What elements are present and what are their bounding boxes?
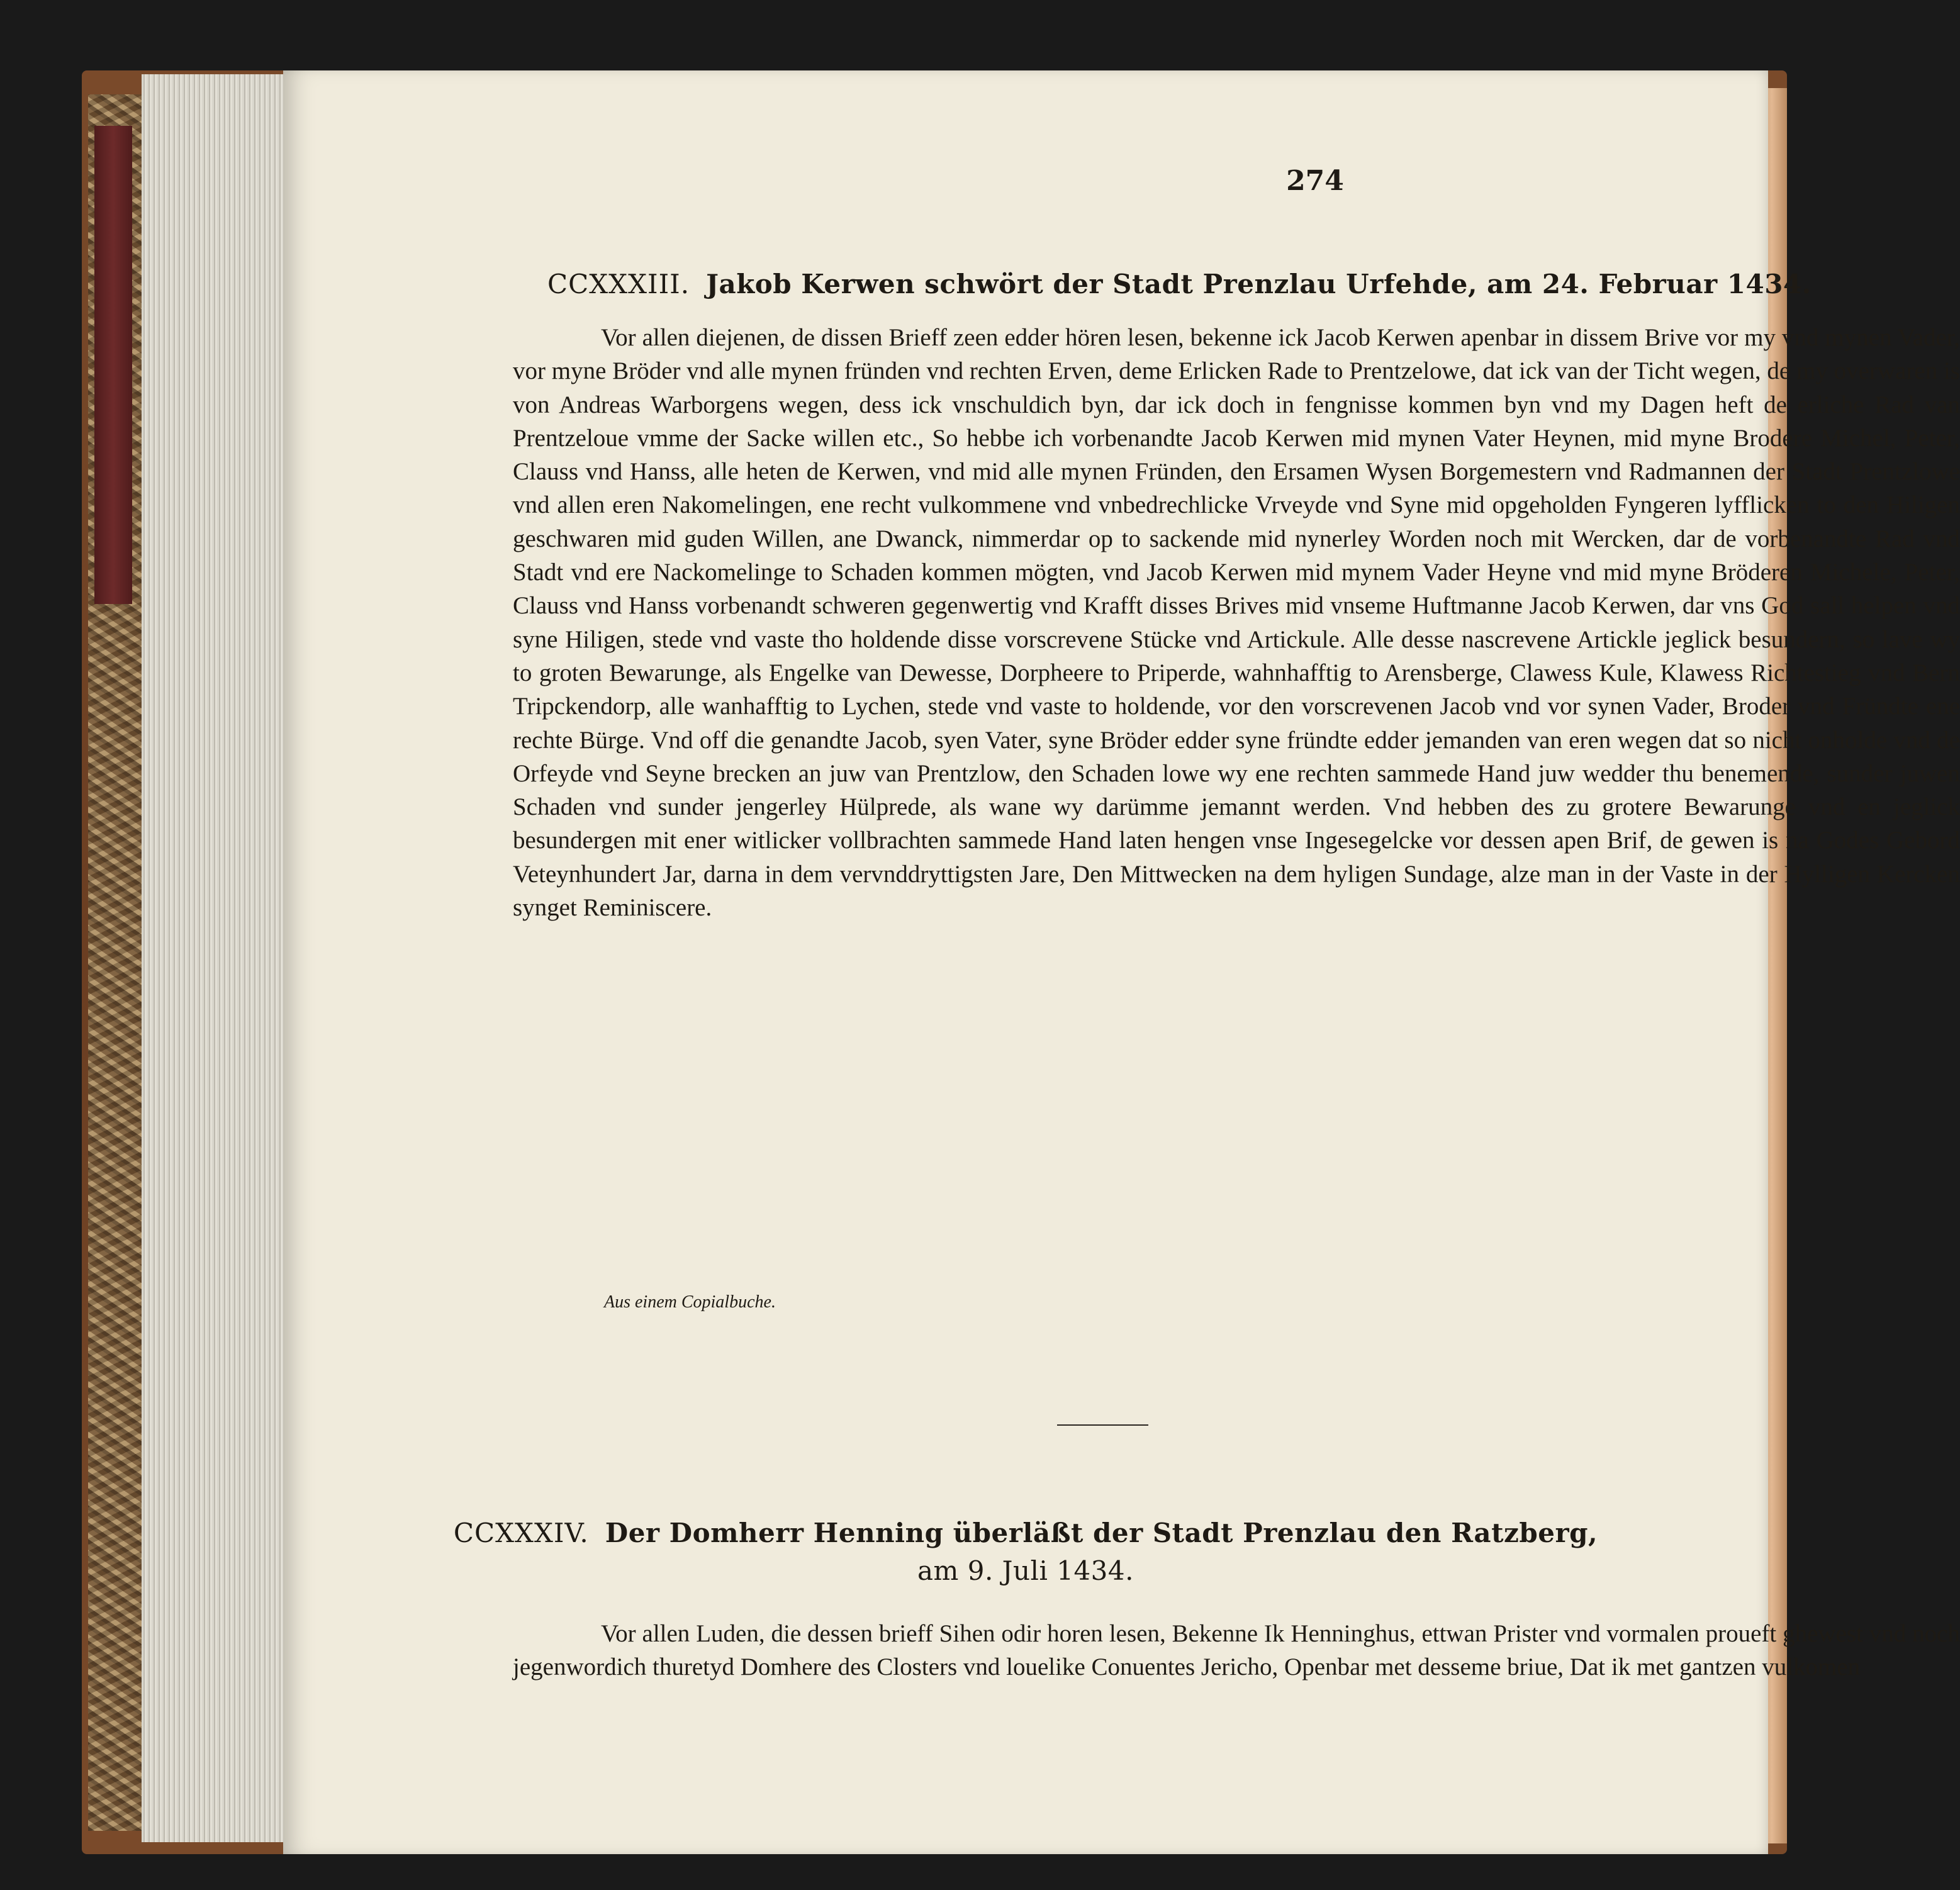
section-heading-ccxxxiii: [547, 269, 1812, 299]
section-title-line1: [283, 1518, 1768, 1555]
section-body-ccxxxiii: Vor allen diejenen, de dissen Brieff zeen edder hören lesen, bekenne ick Jacob Kerwen apenbar in dissem Brive vor my vnd mynen Vader, vor myne Bröder vnd alle mynen fründen vnd rechten Erven, deme Erlicken Rade to Prentzelowe, dat ick van der Ticht wegen, de my overwaren is von Andreas Warborgens wegen, dess ick vnschuldich byn, dar ick doch in fengnisse kommen byn vnd my Dagen heft de erliche Rad van Prentzeloue vmme der Sacke willen etc., So hebbe ich vorbenandte Jacob Kerwen mid mynen Vater Heynen, mid myne Brodere Michel, Peter, Clauss vnd Hanss, alle heten de Kerwen, vnd mid alle mynen Fründen, den Ersamen Wysen Borgemestern vnd Radmannen der Stadt Prentzlowe vnd allen eren Nakomelingen, ene recht vulkommene vnd vnbedrechlicke Vrveyde vnd Syne mid opgeholden Fyngeren lyfflicken to den Hiligen geschwaren mid guden Willen, ane Dwanck, nimmerdar op to sackende mid nynerley Worden noch mit Wercken, dar de vorbenandte Rad vnd Stadt vnd ere Nackomelinge to Schaden kommen mögten, vnd Jacob Kerwen mid mynem Vader Heyne vnd mid myne Bröderen Michele, Peter, Clauss vnd Hanss vorbenandt schweren gegenwertig vnd Krafft disses Brives mid vnseme Huftmanne Jacob Kerwen, dar vns God sall helpen vnd syne Hiligen, stede vnd vaste tho holdende disse vorscrevene Stücke vnd Artickule. Alle desse nascrevene Artickle jeglick besundern, so lave wy to groten Bewarunge, als Engelke van Dewesse, Dorpheere to Priperde, wahnhafftig to Arensberge, Clawess Kule, Klawess Richtestieg vnd Bern Tripckendorp, alle wanhafftig to Lychen, stede vnd vaste to holdende, vor den vorscrevenen Jacob vnd vor synen Vader, Broder vnd Fründte ene rechte Bürge. Vnd off die genandte Jacob, syen Vater, syne Bröder edder syne fründte edder jemanden van eren wegen dat so nicht onholde vnd de Orfeyde vnd Seyne brecken an juw van Prentzlow, den Schaden lowe wy ene rechten sammede Hand juw wedder thu benemende, sunder juwen Schaden vnd sunder jengerley Hülprede, als wane wy darümme jemannt werden. Vnd hebben des zu grotere Bewarunge vnd en jeglick besundergen mit ener witlicker vollbrachten sammede Hand laten hengen vnse Ingesegelcke vor dessen apen Brif, de gewen is na Godes Gebord Veteynhundert Jar, darna in dem vervnddryttigsten Jare, Den Mittwecken na dem hyligen Sundage, alze man in der Vaste in der Hylligen Kercken synget Reminiscere.: [513, 324, 1960, 922]
section-body-ccxxxiv: Vor allen Luden, die dessen brieff Sihen odir horen lesen, Bekenne Ik Henninghus, ettwan Prister vnd vormalen proueft ghewest vnd noch jegenwordich thuretyd Domhere des Closters vnd louelike Conuentes Jericho, Openbar met desseme briue, Dat ik met gantzen vulkomen: [513, 1620, 1960, 1681]
page-number: 274: [1286, 165, 1344, 197]
section-title: Der Domherr Henning überläßt der Stadt Prenzlau den Ratzberg,: [605, 1518, 1598, 1548]
section-numeral: CCXXXIV.: [453, 1518, 589, 1548]
section-numeral: CCXXXIII.: [547, 269, 690, 299]
section-title-line2: am 9. Juli 1434.: [917, 1555, 1134, 1586]
source-note: Aus einem Copialbuche.: [604, 1292, 776, 1312]
page-stack: [142, 74, 286, 1842]
section-divider: [1057, 1424, 1148, 1426]
section-title: Jakob Kerwen schwört der Stadt Prenzlau Urfehde, am 24. Februar 1434.: [706, 269, 1812, 299]
book-page: [283, 70, 1960, 1854]
page-content: [283, 70, 1960, 1854]
section-heading-ccxxxiv: [283, 1518, 1768, 1593]
spine-label: [94, 126, 132, 604]
